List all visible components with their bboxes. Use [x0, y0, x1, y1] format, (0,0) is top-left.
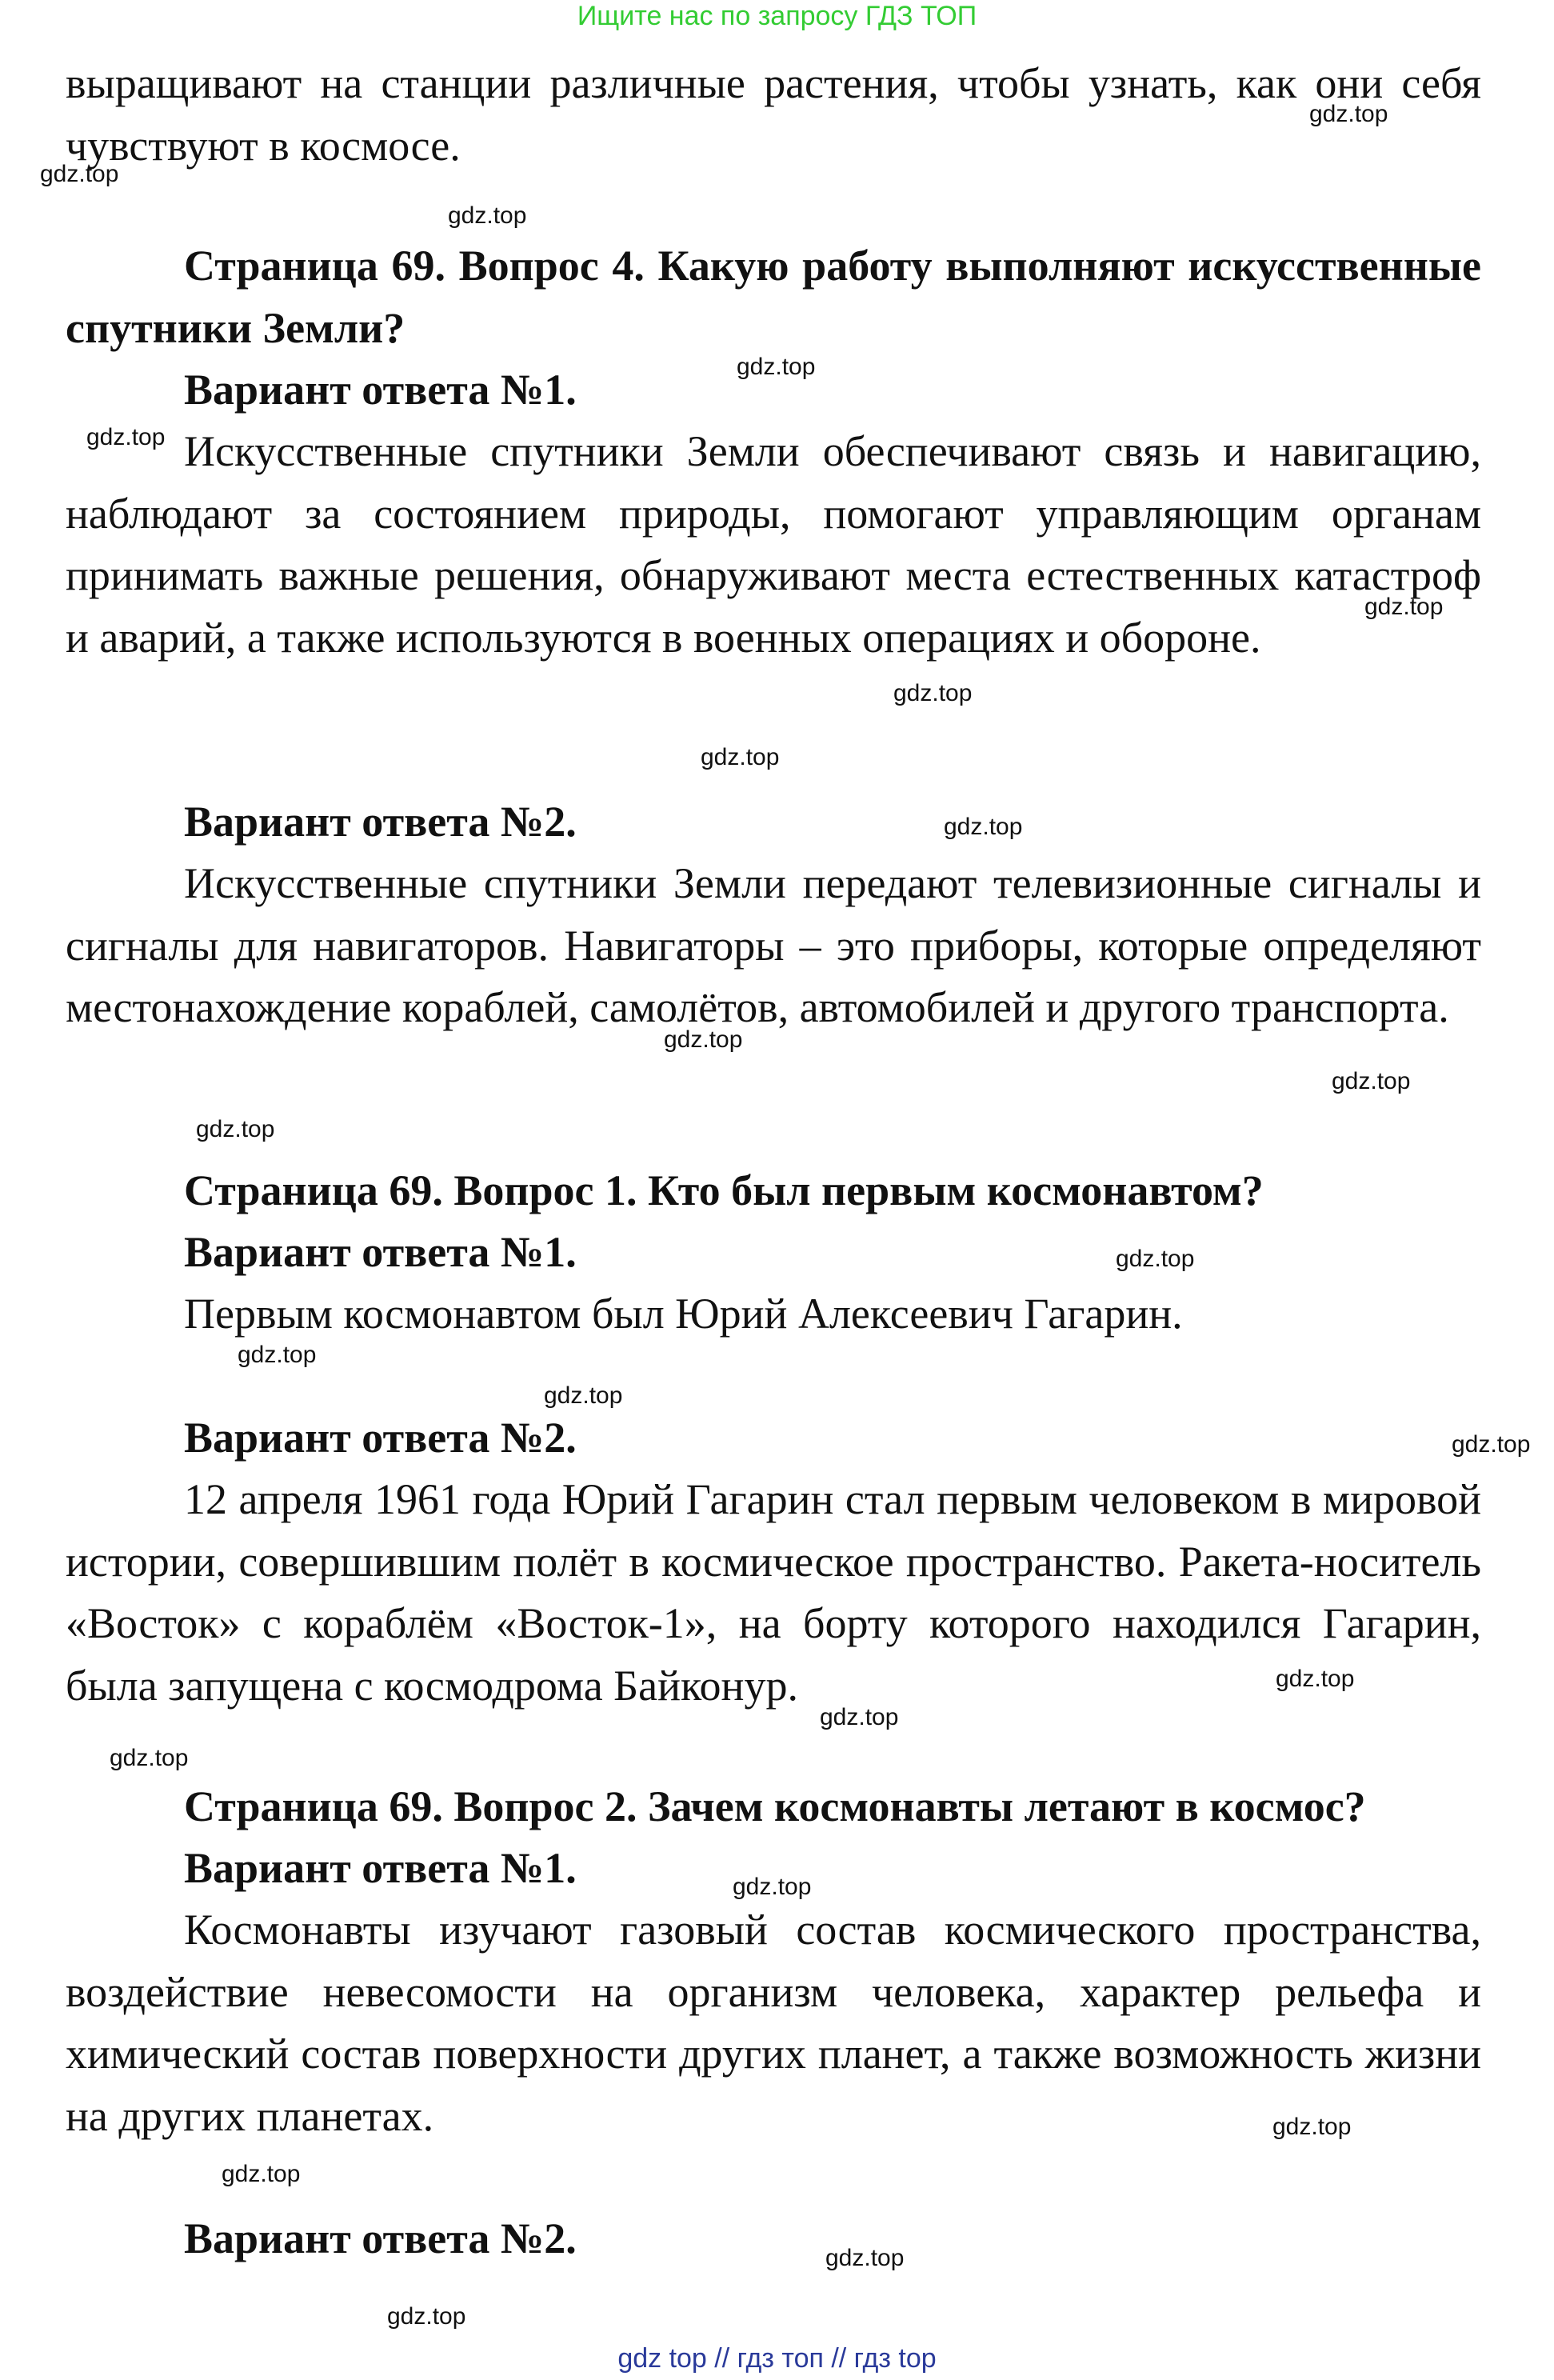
watermark: gdz.top — [893, 680, 973, 706]
q2-variant-1-label: Вариант ответа №1. — [184, 1844, 577, 1892]
bottom-banner-link[interactable]: gdz top // гдз топ // гдз top — [617, 2343, 937, 2374]
watermark: gdz.top — [1452, 1431, 1531, 1458]
watermark: gdz.top — [40, 161, 119, 187]
watermark: gdz.top — [1272, 2114, 1352, 2140]
watermark: gdz.top — [387, 2303, 466, 2330]
q1-variant-1-label: Вариант ответа №1. — [184, 1228, 577, 1276]
q2-variant-1-text: Космонавты изучают газовый состав космического пространства, воздействие невесомости на организм человека, характер рельефа и химический состав поверхности других планет, а также возможность жизни на других планетах. — [66, 1906, 1481, 2140]
watermark: gdz.top — [733, 1874, 812, 1900]
q2-variant-2-label: Вариант ответа №2. — [184, 2214, 577, 2262]
watermark: gdz.top — [820, 1704, 899, 1730]
q4-variant-2-label: Вариант ответа №2. — [184, 798, 577, 846]
watermark: gdz.top — [664, 1026, 743, 1053]
watermark: gdz.top — [86, 424, 166, 450]
q1-variant-2-label: Вариант ответа №2. — [184, 1414, 577, 1462]
question-1-heading: Страница 69. Вопрос 1. Кто был первым космонавтом? — [184, 1166, 1264, 1214]
watermark: gdz.top — [110, 1745, 189, 1771]
watermark: gdz.top — [701, 744, 780, 770]
q1-variant-2-text: 12 апреля 1961 года Юрий Гагарин стал первым человеком в мировой истории, совершившим полёт в космическое пространство. Ракета-носитель «Восток» с кораблём «Восток-1», на борту которого находился Гагарин, была запущена с космодрома Байконур. — [66, 1475, 1481, 1710]
watermark: gdz.top — [1116, 1246, 1195, 1272]
watermark: gdz.top — [238, 1342, 317, 1368]
top-banner-link[interactable]: Ищите нас по запросу ГДЗ ТОП — [577, 1, 977, 31]
q4-variant-2-text: Искусственные спутники Земли передают телевизионные сигналы и сигналы для навигаторов. Навигаторы – это приборы, которые определяют местонахождение кораблей, самолётов, автомобилей и другого транспорта. — [66, 859, 1481, 1031]
watermark: gdz.top — [737, 354, 816, 380]
watermark: gdz.top — [825, 2245, 905, 2271]
question-4-heading: Страница 69. Вопрос 4. Какую работу выполняют искусственные спутники Земли? — [66, 242, 1481, 352]
watermark: gdz.top — [1276, 1666, 1355, 1692]
watermark: gdz.top — [1364, 594, 1444, 620]
watermark: gdz.top — [196, 1116, 275, 1142]
watermark: gdz.top — [944, 814, 1023, 840]
question-2-heading: Страница 69. Вопрос 2. Зачем космонавты летают в космос? — [184, 1782, 1366, 1830]
q1-variant-1-text: Первым космонавтом был Юрий Алексеевич Гагарин. — [184, 1290, 1183, 1338]
watermark: gdz.top — [1332, 1068, 1411, 1094]
intro-paragraph: выращивают на станции различные растения, чтобы узнать, как они себя чувствуют в космосе. — [66, 59, 1481, 170]
watermark: gdz.top — [222, 2161, 301, 2187]
watermark: gdz.top — [544, 1382, 623, 1409]
watermark: gdz.top — [1309, 101, 1388, 127]
q4-variant-1-label: Вариант ответа №1. — [184, 366, 577, 414]
watermark: gdz.top — [448, 202, 527, 229]
q4-variant-1-text: Искусственные спутники Земли обеспечивают связь и навигацию, наблюдают за состоянием природы, помогают управляющим органам принимать важные решения, обнаруживают места естественных катастроф и аварий, а также используются в военных операциях и обороне. — [66, 427, 1481, 662]
